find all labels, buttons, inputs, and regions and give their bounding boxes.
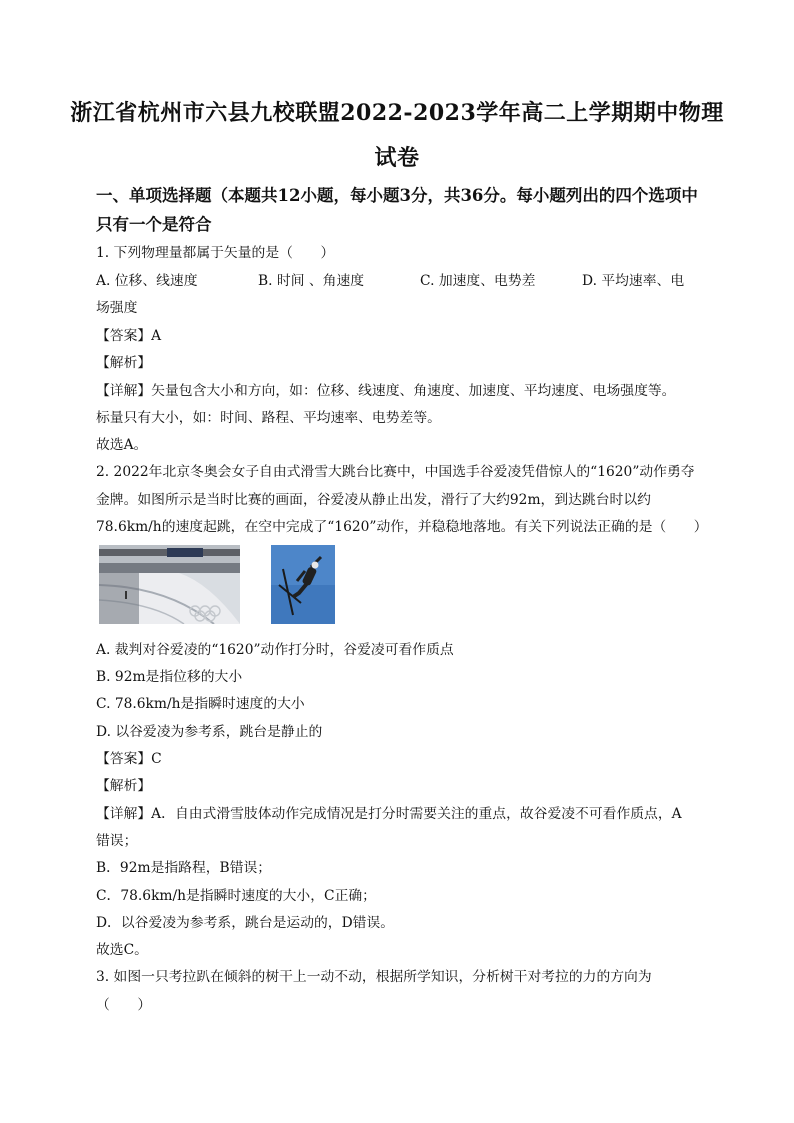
q2-option-a: A. 裁判对谷爱凌的“1620”动作打分时，谷爱凌可看作质点 <box>96 642 454 658</box>
q1-detail-line1: 【详解】矢量包含大小和方向，如：位移、线速度、角速度、加速度、平均速度、电场强度等。 <box>96 383 676 399</box>
q2-option-b: B. 92m是指位移的大小 <box>96 669 243 685</box>
q1-option-c: C. 加速度、电势差 <box>420 273 536 289</box>
q1-analysis-label: 【解析】 <box>96 355 152 371</box>
q2-detail-a-line2: 错误； <box>96 833 138 849</box>
q3-stem-line1: 3. 如图一只考拉趴在倾斜的树干上一动不动，根据所学知识，分析树干对考拉的力的方向为 <box>96 969 652 985</box>
section-heading: 一、单项选择题（本题共12小题，每小题3分，共36分。每小题列出的四个选项中 <box>96 186 698 205</box>
document-title-continued: 试卷 <box>374 145 420 171</box>
q1-option-d-continued: 场强度 <box>96 300 138 316</box>
q1-stem: 1. 下列物理量都属于矢量的是（ ） <box>96 245 335 261</box>
q2-detail-d: D．以谷爱凌为参考系，跳台是运动的，D错误。 <box>96 915 395 931</box>
section-heading-continued: 只有一个是符合 <box>96 215 212 234</box>
q1-detail-line2: 标量只有大小，如：时间、路程、平均速率、电势差等。 <box>96 410 441 426</box>
q1-conclusion: 故选A。 <box>96 437 148 453</box>
q2-conclusion: 故选C。 <box>96 942 148 958</box>
q1-option-d: D. 平均速率、电 <box>582 273 685 289</box>
q2-detail-a-line1: 【详解】A．自由式滑雪肢体动作完成情况是打分时需要关注的重点，故谷爱凌不可看作质点，A <box>96 806 682 822</box>
q2-option-d: D. 以谷爱凌为参考系，跳台是静止的 <box>96 724 323 740</box>
q2-stem-line1: 2. 2022年北京冬奥会女子自由式滑雪大跳台比赛中，中国选手谷爱凌凭借惊人的“1620”动作勇夺 <box>96 464 695 480</box>
q2-answer: 【答案】C <box>96 751 162 767</box>
skier-midair-photo <box>271 545 335 624</box>
q1-answer: 【答案】A <box>96 328 162 344</box>
ski-jump-venue-photo <box>99 545 240 624</box>
q2-analysis-label: 【解析】 <box>96 778 152 794</box>
q2-detail-b: B．92m是指路程，B错误； <box>96 860 272 876</box>
q1-option-a: A. 位移、线速度 <box>96 273 198 289</box>
q2-detail-c: C．78.6km/h是指瞬时速度的大小，C正确； <box>96 888 376 904</box>
q2-option-c: C. 78.6km/h是指瞬时速度的大小 <box>96 696 305 712</box>
document-title: 浙江省杭州市六县九校联盟2022-2023学年高二上学期期中物理 <box>70 100 724 126</box>
q1-option-b: B. 时间 、角速度 <box>258 273 365 289</box>
q3-stem-line2: （ ） <box>96 997 152 1013</box>
q2-stem-line2: 金牌。如图所示是当时比赛的画面，谷爱凌从静止出发，滑行了大约92m，到达跳台时以约 <box>96 492 651 508</box>
q2-stem-line3: 78.6km/h的速度起跳，在空中完成了“1620”动作，并稳稳地落地。有关下列说法正确的是（ ） <box>96 519 708 535</box>
